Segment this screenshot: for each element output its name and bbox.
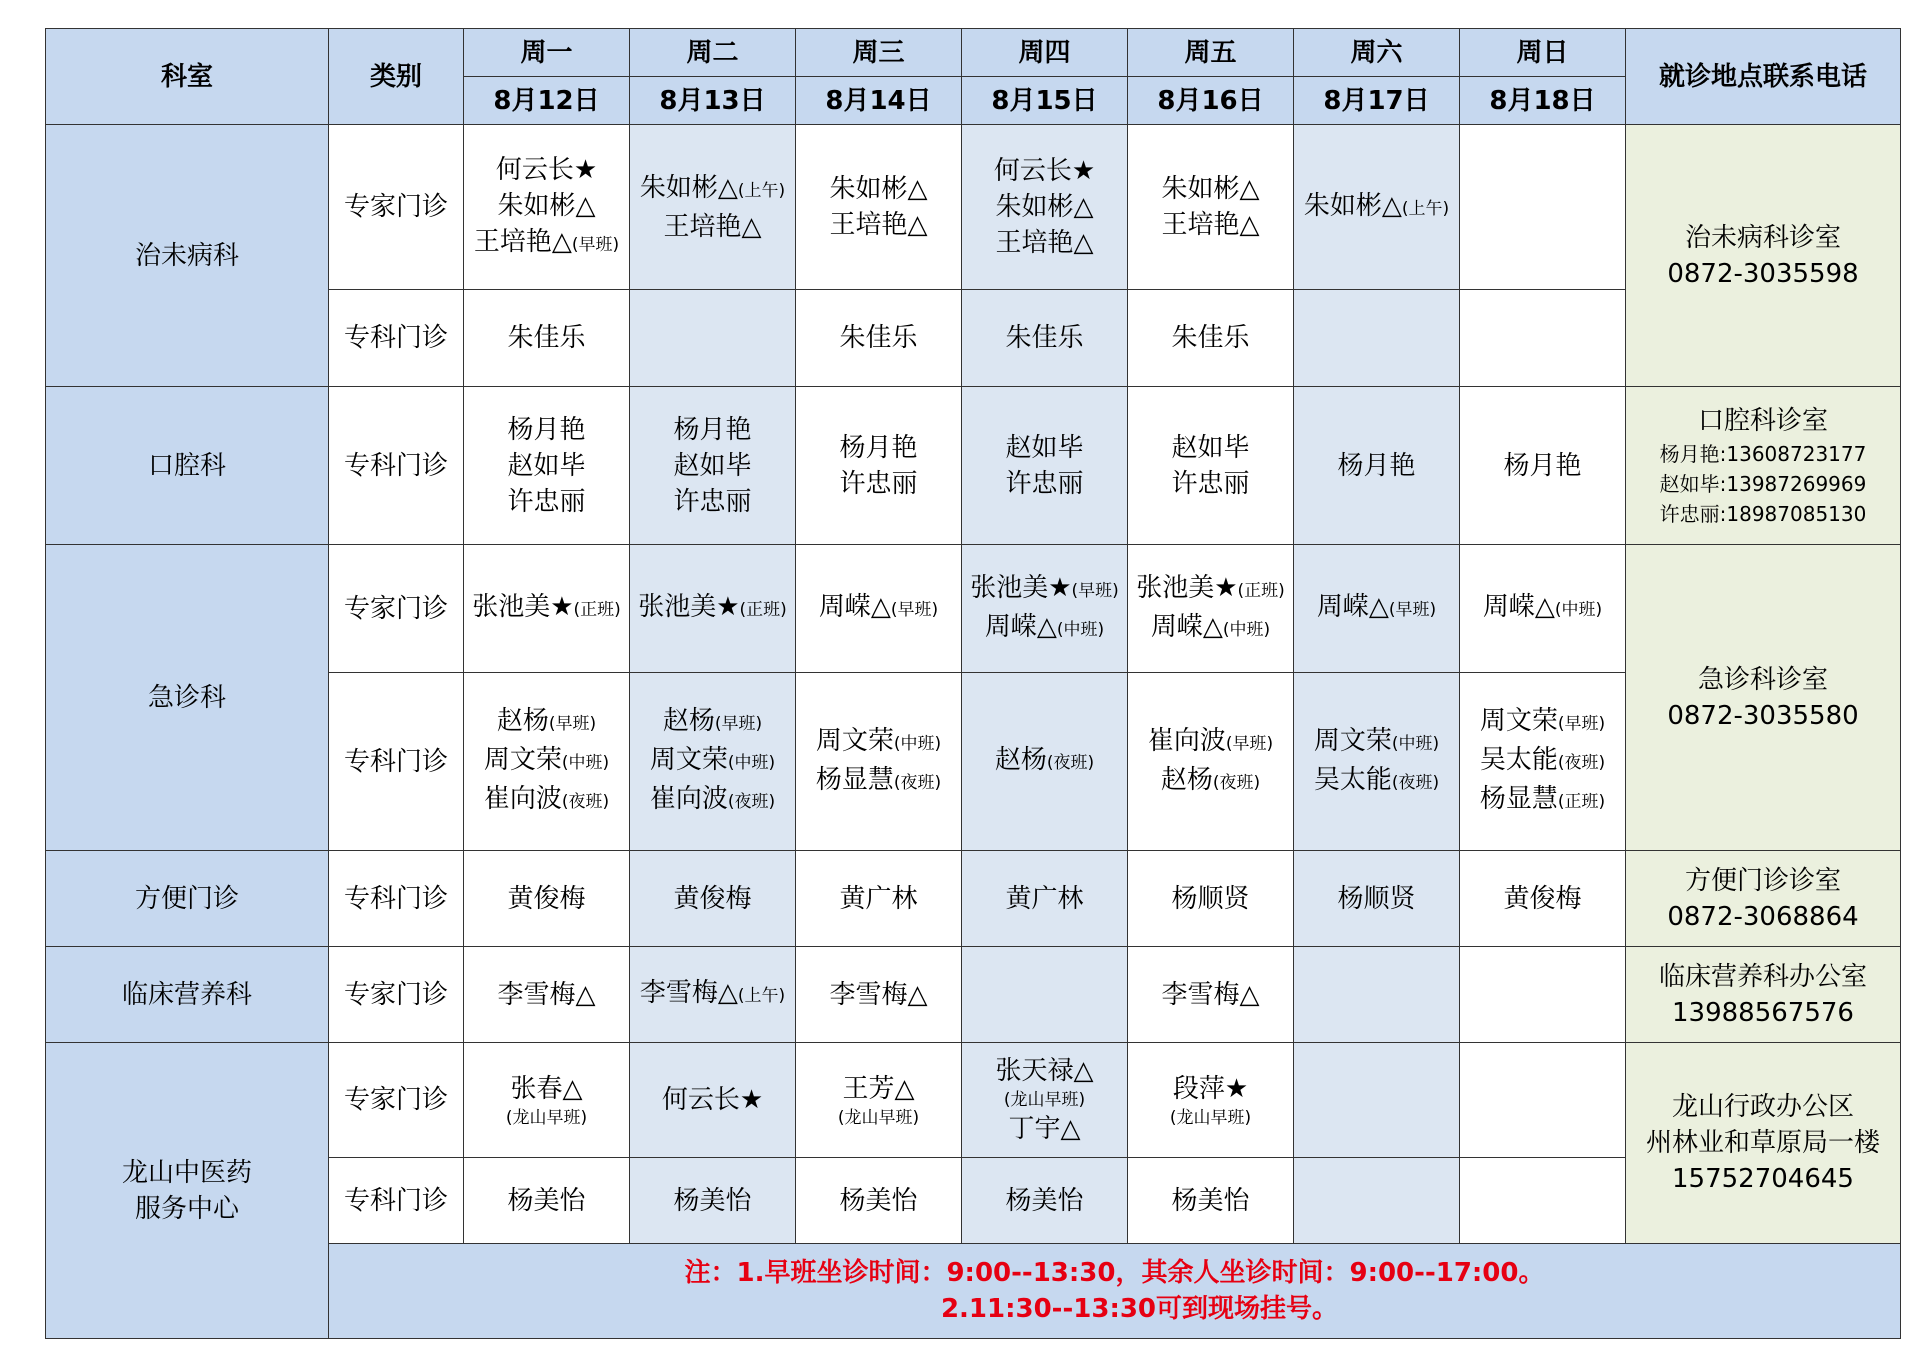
- header-day: 周日: [1460, 29, 1626, 77]
- header-date: 8月14日: [796, 77, 962, 125]
- schedule-cell: 王芳△ (龙山早班): [796, 1043, 962, 1158]
- dept-name: 龙山中医药 服务中心: [46, 1043, 329, 1339]
- schedule-cell: 杨月艳 赵如毕 许忠丽: [464, 387, 630, 545]
- schedule-cell: [1460, 1043, 1626, 1158]
- schedule-cell: 黄俊梅: [464, 851, 630, 947]
- table-row: [46, 387, 1901, 545]
- header-date: 8月17日: [1294, 77, 1460, 125]
- schedule-cell: [1294, 1158, 1460, 1244]
- dept-name: 口腔科: [46, 387, 329, 545]
- category-label: 专科门诊: [329, 290, 464, 387]
- notes-cell: [329, 1244, 1901, 1339]
- schedule-cell: 杨美怡: [962, 1158, 1128, 1244]
- schedule-cell: 何云长★: [630, 1043, 796, 1158]
- schedule-cell: 黄广林: [796, 851, 962, 947]
- location-cell: 治未病科诊室 0872-3035598: [1626, 125, 1901, 387]
- header-category: 类别: [329, 29, 464, 125]
- header-day: 周六: [1294, 29, 1460, 77]
- schedule-cell: 赵杨(早班) 周文荣(中班) 崔向波(夜班): [630, 673, 796, 851]
- schedule-table: [45, 28, 1901, 1339]
- header-day: 周五: [1128, 29, 1294, 77]
- schedule-cell: 杨月艳: [1294, 387, 1460, 545]
- schedule-cell: 黄俊梅: [630, 851, 796, 947]
- location-cell: 临床营养科办公室 13988567576: [1626, 947, 1901, 1043]
- schedule-cell: 杨美怡: [464, 1158, 630, 1244]
- location-cell: 急诊科诊室 0872-3035580: [1626, 545, 1901, 851]
- schedule-cell: [1460, 947, 1626, 1043]
- schedule-cell: 黄广林: [962, 851, 1128, 947]
- category-label: 专家门诊: [329, 947, 464, 1043]
- schedule-cell: [1460, 290, 1626, 387]
- table-row: [46, 947, 1901, 1043]
- dept-name: 急诊科: [46, 545, 329, 851]
- schedule-cell: 李雪梅△(上午): [630, 947, 796, 1043]
- header-day: 周一: [464, 29, 630, 77]
- table-row: [46, 125, 1901, 290]
- header-day: 周三: [796, 29, 962, 77]
- schedule-cell: 张池美★(正班) 周嵘△(中班): [1128, 545, 1294, 673]
- dept-name: 临床营养科: [46, 947, 329, 1043]
- category-label: 专家门诊: [329, 545, 464, 673]
- schedule-cell: [1460, 1158, 1626, 1244]
- table-row: [46, 545, 1901, 673]
- schedule-cell: 张池美★(早班) 周嵘△(中班): [962, 545, 1128, 673]
- header-date: 8月12日: [464, 77, 630, 125]
- location-cell: 方便门诊诊室 0872-3068864: [1626, 851, 1901, 947]
- header-date: 8月18日: [1460, 77, 1626, 125]
- header-day: 周四: [962, 29, 1128, 77]
- schedule-cell: 杨美怡: [796, 1158, 962, 1244]
- schedule-cell: 黄俊梅: [1460, 851, 1626, 947]
- category-label: 专家门诊: [329, 1043, 464, 1158]
- schedule-cell: 张池美★(正班): [630, 545, 796, 673]
- schedule-cell: 赵杨(夜班): [962, 673, 1128, 851]
- schedule-cell: 杨月艳 赵如毕 许忠丽: [630, 387, 796, 545]
- schedule-cell: [962, 947, 1128, 1043]
- schedule-cell: [1294, 1043, 1460, 1158]
- schedule-cell: 朱如彬△(上午): [1294, 125, 1460, 290]
- location-cell: 口腔科诊室 杨月艳:13608723177 赵如毕:13987269969 许忠丽:18987085130: [1626, 387, 1901, 545]
- dept-name: 方便门诊: [46, 851, 329, 947]
- schedule-cell: [1460, 125, 1626, 290]
- category-label: 专科门诊: [329, 851, 464, 947]
- schedule-cell: 周文荣(中班) 杨显慧(夜班): [796, 673, 962, 851]
- schedule-cell: 杨顺贤: [1128, 851, 1294, 947]
- note-line-2: 2.11:30--13:30可到现场挂号。: [940, 1294, 1339, 1324]
- schedule-cell: 杨美怡: [630, 1158, 796, 1244]
- schedule-cell: 李雪梅△: [464, 947, 630, 1043]
- header-row-days: [46, 29, 1901, 77]
- schedule-cell: 朱佳乐: [1128, 290, 1294, 387]
- schedule-cell: 张春△ (龙山早班): [464, 1043, 630, 1158]
- dept-name: 治未病科: [46, 125, 329, 387]
- schedule-cell: 朱佳乐: [464, 290, 630, 387]
- schedule-cell: 何云长★ 朱如彬△ 王培艳△: [962, 125, 1128, 290]
- schedule-cell: 段萍★ (龙山早班): [1128, 1043, 1294, 1158]
- schedule-cell: 周嵘△(中班): [1460, 545, 1626, 673]
- schedule-cell: 周文荣(中班) 吴太能(夜班): [1294, 673, 1460, 851]
- schedule-cell: 杨月艳 许忠丽: [796, 387, 962, 545]
- category-label: 专科门诊: [329, 1158, 464, 1244]
- schedule-cell: 周嵘△(早班): [1294, 545, 1460, 673]
- schedule-cell: 李雪梅△: [1128, 947, 1294, 1043]
- schedule-cell: 张池美★(正班): [464, 545, 630, 673]
- note-line-1: 注：1.早班坐诊时间：9:00--13:30，其余人坐诊时间：9:00--17:00。: [684, 1258, 1545, 1288]
- schedule-cell: 朱如彬△ 王培艳△: [1128, 125, 1294, 290]
- schedule-cell: 崔向波(早班) 赵杨(夜班): [1128, 673, 1294, 851]
- schedule-cell: 杨顺贤: [1294, 851, 1460, 947]
- schedule-cell: [1294, 290, 1460, 387]
- schedule-cell: 赵如毕 许忠丽: [1128, 387, 1294, 545]
- schedule-cell: 周嵘△(早班): [796, 545, 962, 673]
- schedule-cell: 赵如毕 许忠丽: [962, 387, 1128, 545]
- schedule-cell: 杨月艳: [1460, 387, 1626, 545]
- table-row: [46, 851, 1901, 947]
- schedule-cell: [1294, 947, 1460, 1043]
- category-label: 专科门诊: [329, 387, 464, 545]
- schedule-cell: 赵杨(早班) 周文荣(中班) 崔向波(夜班): [464, 673, 630, 851]
- schedule-cell: 朱佳乐: [796, 290, 962, 387]
- schedule-cell: [630, 290, 796, 387]
- header-location: 就诊地点联系电话: [1626, 29, 1901, 125]
- header-date: 8月16日: [1128, 77, 1294, 125]
- header-date: 8月13日: [630, 77, 796, 125]
- schedule-cell: 朱如彬△(上午) 王培艳△: [630, 125, 796, 290]
- location-cell: 龙山行政办公区 州林业和草原局一楼 15752704645: [1626, 1043, 1901, 1244]
- schedule-cell: 何云长★ 朱如彬△ 王培艳△(早班): [464, 125, 630, 290]
- header-day: 周二: [630, 29, 796, 77]
- category-label: 专家门诊: [329, 125, 464, 290]
- schedule-cell: 朱佳乐: [962, 290, 1128, 387]
- schedule-cell: 杨美怡: [1128, 1158, 1294, 1244]
- header-dept: 科室: [46, 29, 329, 125]
- schedule-cell: 朱如彬△ 王培艳△: [796, 125, 962, 290]
- table-row: [46, 1043, 1901, 1158]
- category-label: 专科门诊: [329, 673, 464, 851]
- header-date: 8月15日: [962, 77, 1128, 125]
- schedule-cell: 周文荣(早班) 吴太能(夜班) 杨显慧(正班): [1460, 673, 1626, 851]
- schedule-cell: 李雪梅△: [796, 947, 962, 1043]
- schedule-cell: 张天禄△ (龙山早班) 丁宇△: [962, 1043, 1128, 1158]
